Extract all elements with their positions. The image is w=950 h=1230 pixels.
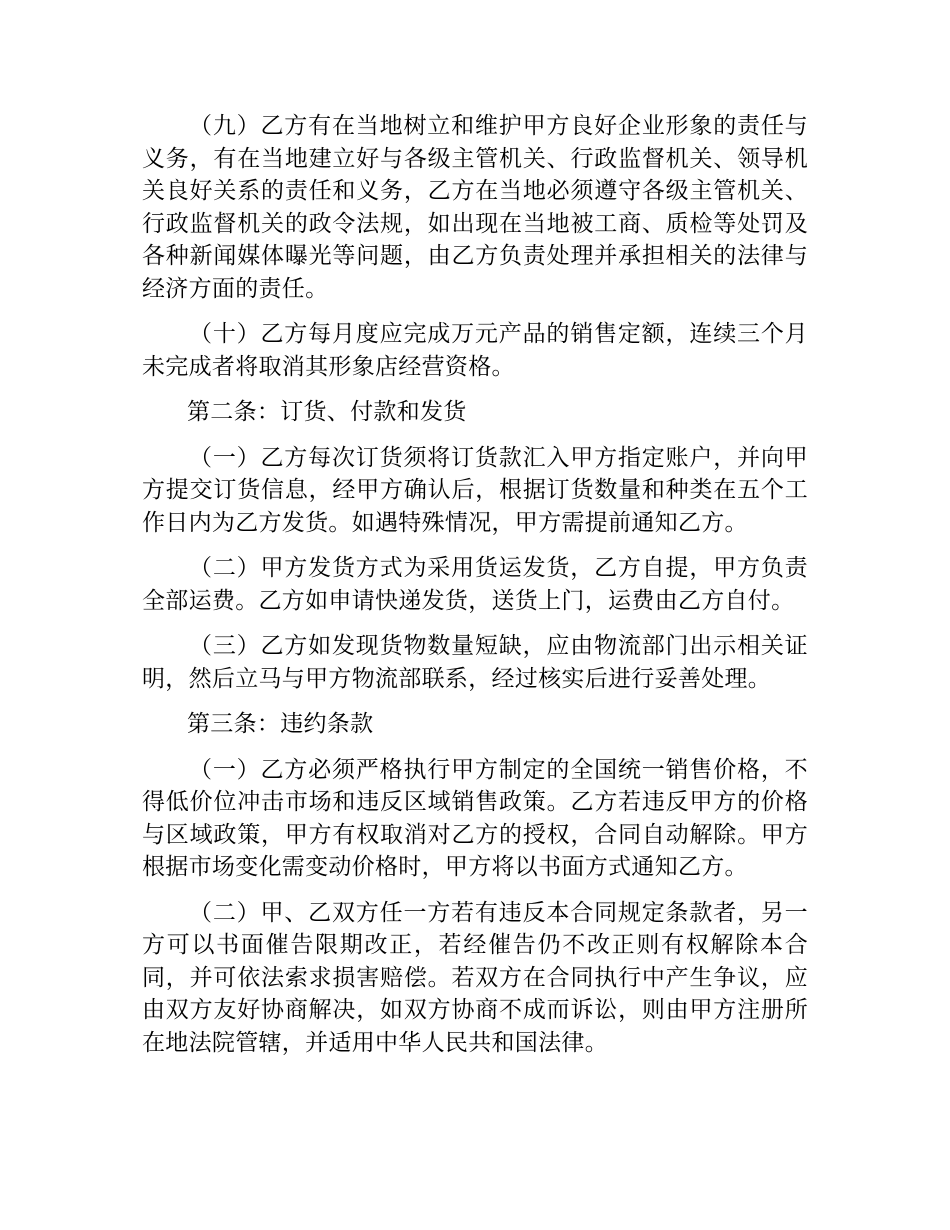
- article-2-clause-1-paragraph: （一）乙方每次订货须将订货款汇入甲方指定账户，并向甲方提交订货信息，经甲方确认后，根据订货数量和种类在五个工作日内为乙方发货。如遇特殊情况，甲方需提前通知乙方。: [142, 444, 808, 536]
- clause-10-paragraph: （十）乙方每月度应完成万元产品的销售定额，连续三个月未完成者将取消其形象店经营资格。: [142, 321, 808, 380]
- article-2-heading: 第二条：订货、付款和发货: [187, 399, 467, 425]
- article-3-clause-1-paragraph: （一）乙方必须严格执行甲方制定的全国统一销售价格，不得低价位冲击市场和违反区域销售政策。乙方若违反甲方的价格与区域政策，甲方有权取消对乙方的授权，合同自动解除。甲方根据市场变化需变动价格时，甲方将以书面方式通知乙方。: [142, 756, 808, 880]
- article-3-heading: 第三条：违约条款: [187, 711, 374, 737]
- article-2-clause-3-paragraph: （三）乙方如发现货物数量短缺，应由物流部门出示相关证明，然后立马与甲方物流部联系，经过核实后进行妥善处理。: [142, 633, 808, 692]
- clause-9-paragraph: （九）乙方有在当地树立和维护甲方良好企业形象的责任与义务，有在当地建立好与各级主管机关、行政监督机关、领导机关良好关系的责任和义务，乙方在当地必须遵守各级主管机关、行政监督机关的政令法规，如出现在当地被工商、质检等处罚及各种新闻媒体曝光等问题，由乙方负责处理并承担相关的法律与经济方面的责任。: [142, 113, 808, 302]
- article-2-clause-2-paragraph: （二）甲方发货方式为采用货运发货，乙方自提，甲方负责全部运费。乙方如申请快递发货，送货上门，运费由乙方自付。: [142, 555, 808, 614]
- document-page: [142, 110, 808, 1072]
- article-3-clause-2-paragraph: （二）甲、乙双方任一方若有违反本合同规定条款者，另一方可以书面催告限期改正，若经催告仍不改正则有权解除本合同，并可依法索求损害赔偿。若双方在合同执行中产生争议，应由双方友好协商解决，如双方协商不成而诉讼，则由甲方注册所在地法院管辖，并适用中华人民共和国法律。: [142, 899, 808, 1056]
